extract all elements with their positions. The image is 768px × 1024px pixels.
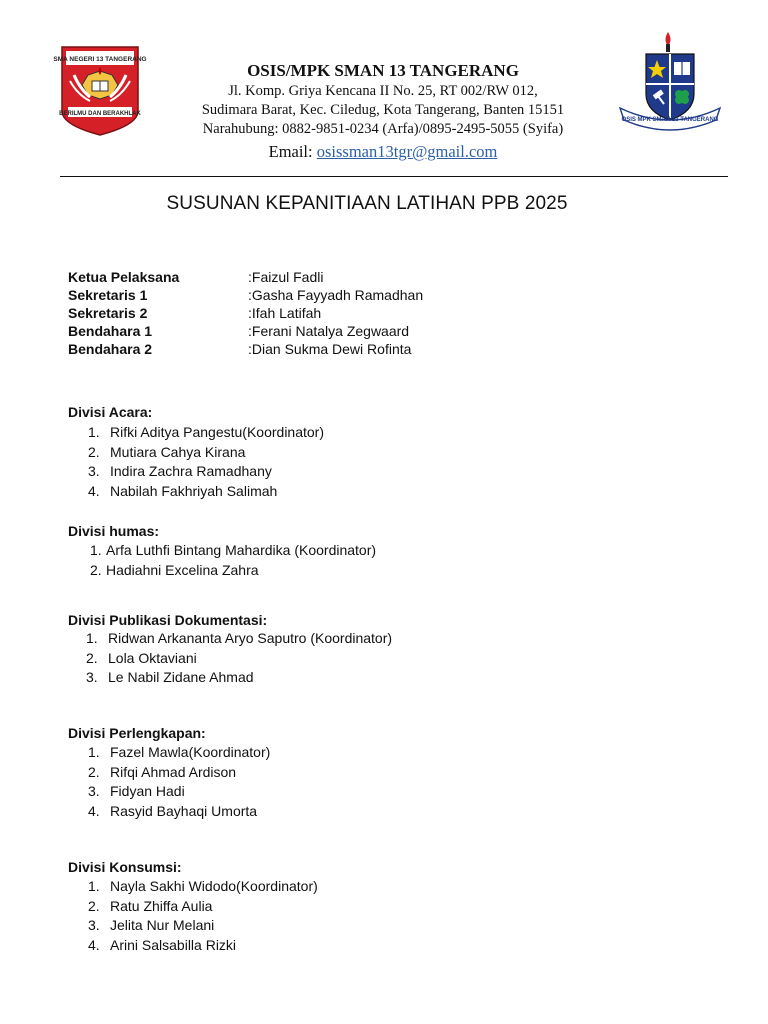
list-item (88, 744, 270, 764)
school-emblem-logo (53, 45, 147, 137)
division-title-acara: Divisi Acara: (68, 404, 153, 420)
list-number: 1. (88, 744, 100, 760)
emblem-bottom-text: BERILMU DAN BERAKHLAK (59, 111, 141, 117)
list-item (88, 764, 270, 784)
member-name: Ratu Zhiffa Aulia (110, 897, 213, 914)
list-number: 4. (88, 482, 100, 499)
committee-member-name: :Ifah Latifah (248, 305, 322, 321)
member-name: Nabilah Fakhriyah Salimah (110, 482, 278, 499)
division-title-perlengkapan: Divisi Perlengkapan: (68, 725, 206, 741)
list-item (88, 483, 324, 503)
division-members-acara (88, 424, 324, 502)
division-title-konsumsi: Divisi Konsumsi: (68, 859, 182, 875)
division-title-humas: Divisi humas: (68, 523, 160, 539)
organization-name: OSIS/MPK SMAN 13 TANGERANG (247, 61, 519, 80)
list-item (88, 878, 318, 898)
list-number: 3. (88, 463, 100, 479)
list-number: 3. (88, 917, 100, 933)
contact-line: Narahubung: 0882-9851-0234 (Arfa)/0895-2495-5055 (Syifa) (202, 121, 564, 137)
division-members-publikasi-dokumentasi (86, 630, 392, 689)
member-name: Fazel Mawla(Koordinator) (110, 744, 271, 760)
member-name: Rasyid Bayhaqi Umorta (110, 802, 258, 819)
member-name: Arfa Luthfi Bintang Mahardika (Koordinator) (106, 542, 377, 558)
list-item (88, 424, 324, 444)
list-number: 1. (90, 542, 102, 558)
list-item (88, 803, 270, 823)
committee-role: Bendahara 2 (68, 341, 153, 357)
list-item (90, 562, 376, 582)
list-item (88, 937, 318, 957)
letterhead (150, 60, 616, 164)
member-name: Lola Oktaviani (108, 649, 197, 666)
member-name: Nayla Sakhi Widodo(Koordinator) (110, 878, 318, 894)
division-members-perlengkapan (88, 744, 270, 822)
member-name: Jelita Nur Melani (110, 917, 215, 933)
member-name: Rifki Aditya Pangestu(Koordinator) (110, 424, 324, 440)
email-label: Email: (268, 142, 313, 161)
member-name: Mutiara Cahya Kirana (110, 443, 246, 460)
list-number: 3. (86, 669, 98, 685)
member-name: Indira Zachra Ramadhany (110, 463, 272, 479)
list-number: 2. (88, 443, 100, 460)
list-item (88, 444, 324, 464)
list-number: 3. (88, 783, 100, 799)
committee-role: Bendahara 1 (68, 323, 153, 339)
osis-mpk-shield-logo (616, 28, 724, 134)
list-item (88, 917, 318, 937)
list-number: 2. (88, 763, 100, 780)
committee-role: Sekretaris 1 (68, 287, 148, 303)
list-number: 4. (88, 802, 100, 819)
list-number: 4. (88, 936, 100, 953)
list-number: 1. (86, 630, 98, 646)
list-item (88, 898, 318, 918)
committee-member-name: :Ferani Natalya Zegwaard (248, 323, 410, 339)
division-title-publikasi-dokumentasi: Divisi Publikasi Dokumentasi: (68, 612, 268, 628)
emblem-top-text: SMA NEGERI 13 TANGERANG (53, 56, 147, 63)
header-divider (60, 176, 728, 177)
member-name: Fidyan Hadi (110, 783, 185, 799)
committee-role: Ketua Pelaksana (68, 269, 180, 285)
list-item (88, 783, 270, 803)
list-number: 1. (88, 424, 100, 440)
member-name: Rifqi Ahmad Ardison (110, 763, 237, 780)
email-line (150, 140, 616, 164)
division-members-konsumsi (88, 878, 318, 956)
list-item (86, 669, 392, 689)
list-item (86, 650, 392, 670)
address-line-1: Jl. Komp. Griya Kencana II No. 25, RT 002/RW 012, (228, 83, 538, 99)
division-members-humas (90, 542, 376, 581)
committee-member-name: :Gasha Fayyadh Ramadhan (248, 287, 424, 303)
list-item (88, 463, 324, 483)
member-name: Arini Salsabilla Rizki (110, 936, 237, 953)
document-title: SUSUNAN KEPANITIAAN LATIHAN PPB 2025 (166, 193, 568, 214)
member-name: Hadiahni Excelina Zahra (106, 561, 259, 578)
committee-member-name: :Faizul Fadli (248, 269, 324, 285)
member-name: Ridwan Arkananta Aryo Saputro (Koordinator) (108, 630, 393, 646)
email-link[interactable]: osissman13tgr@gmail.com (316, 142, 498, 161)
member-name: Le Nabil Zidane Ahmad (108, 669, 254, 685)
address-line-2: Sudimara Barat, Kec. Ciledug, Kota Tangerang, Banten 15151 (201, 102, 565, 118)
list-number: 2. (88, 897, 100, 914)
list-number: 2. (86, 649, 98, 666)
list-item (90, 542, 376, 562)
list-item (86, 630, 392, 650)
shield-banner-text: OSIS MPK SMAN 13 TANGERANG (621, 117, 719, 123)
list-number: 2. (90, 561, 102, 578)
committee-role: Sekretaris 2 (68, 305, 148, 321)
list-number: 1. (88, 878, 100, 894)
committee-member-name: :Dian Sukma Dewi Rofinta (248, 341, 412, 357)
